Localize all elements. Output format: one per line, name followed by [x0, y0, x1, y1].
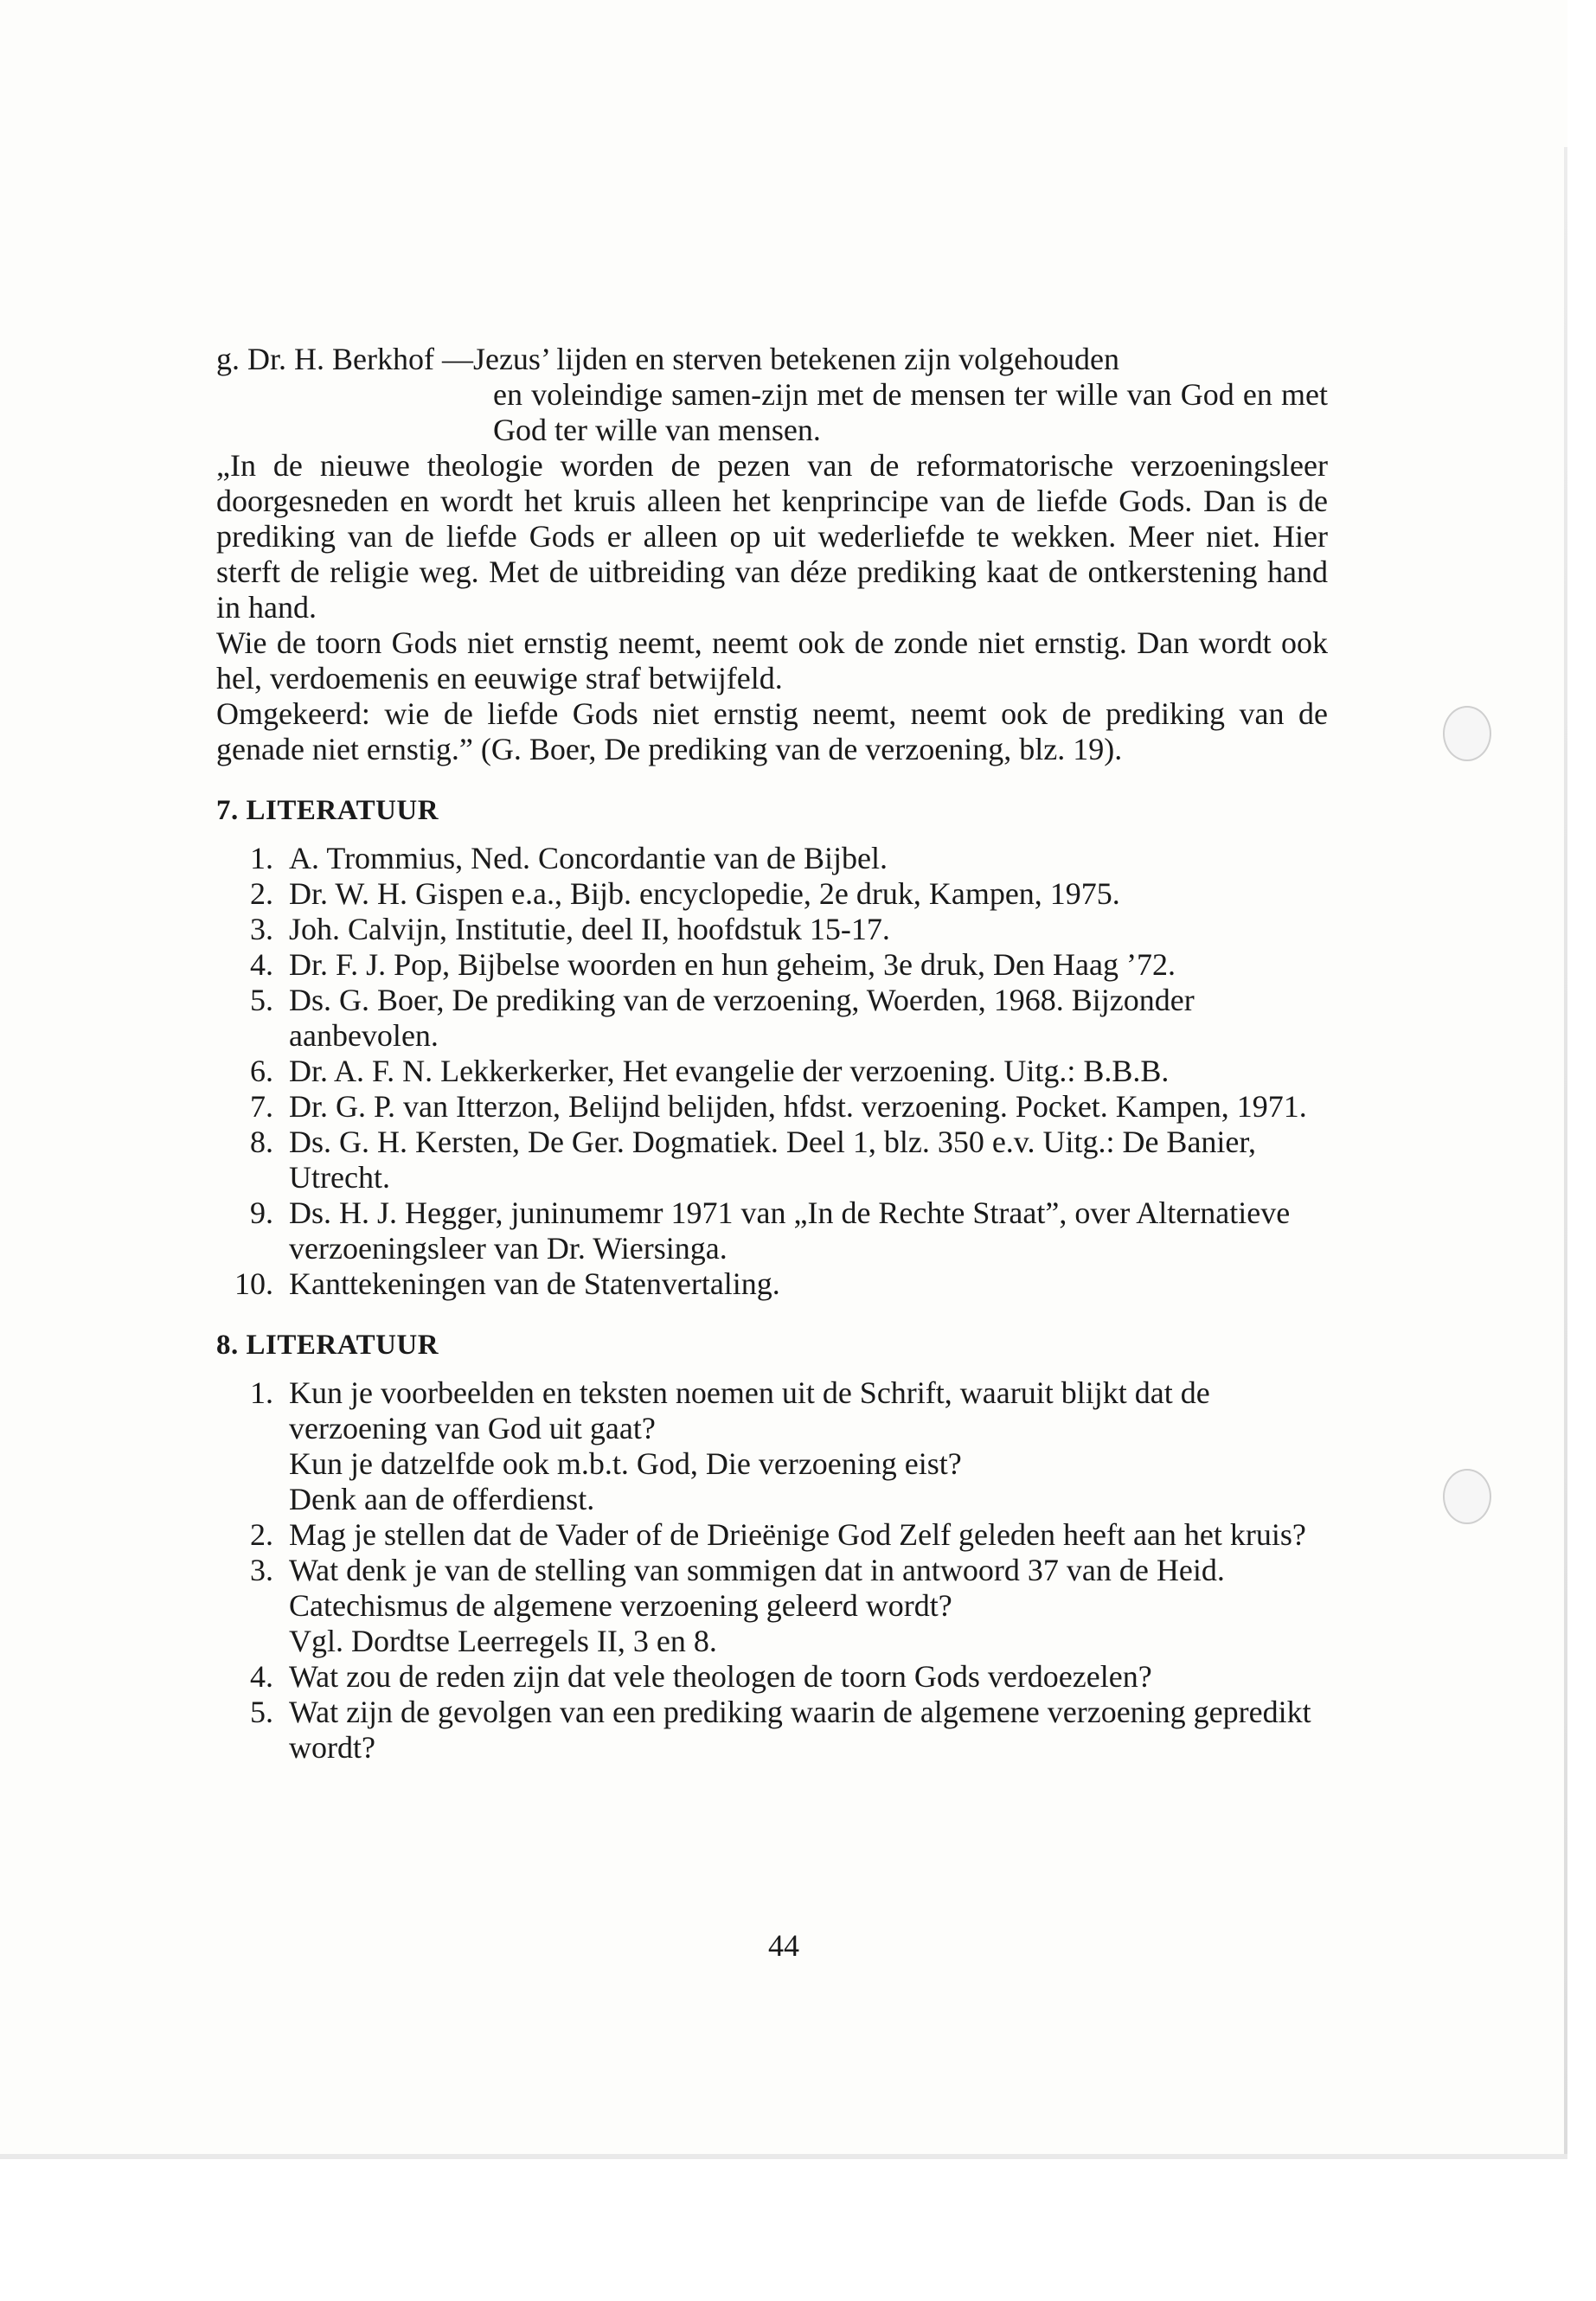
question-number: 5. — [250, 1695, 273, 1729]
section-g-quote-3: Omgekeerd: wie de liefde Gods niet ernstig neemt, neemt ook de prediking van de genade niet ernstig.” (G. Boer, De prediking van de verzoening, blz. 19). — [216, 696, 1328, 766]
list-item — [216, 1089, 1328, 1125]
list-item-number: 6. — [250, 1054, 273, 1088]
question-number: 1. — [250, 1375, 273, 1410]
list-item-text: Joh. Calvijn, Institutie, deel II, hoofdstuk 15-17. — [289, 912, 890, 946]
section-g-indented: en voleindige samen-zijn met de mensen ter wille van God en met God ter wille van mensen. — [493, 377, 1328, 447]
page-number: 44 — [768, 1928, 799, 1963]
list-item-text: Dr. W. H. Gispen e.a., Bijb. encyclopedie, 2e druk, Kampen, 1975. — [289, 876, 1120, 911]
section-g-quote-2: Wie de toorn Gods niet ernstig neemt, neemt ook de zonde niet ernstig. Dan wordt ook hel, verdoemenis en eeuwige straf betwijfeld. — [216, 625, 1328, 695]
section-8-title: 8. LITERATUUR — [216, 1330, 439, 1361]
question-number: 2. — [250, 1517, 273, 1552]
question-item — [216, 1517, 1328, 1553]
list-item-number: 1. — [250, 841, 273, 875]
question-line: Wat zou de reden zijn dat vele theologen de toorn Gods verdoezelen? — [289, 1659, 1152, 1694]
section-g-quote-1: „In de nieuwe theologie worden de pezen van de reformatorische verzoeningsleer doorgesneden en wordt het kruis alleen het kenprincipe van de liefde Gods. Dan is de prediking van de liefde Gods er alleen op uit wederliefde te wekken. Meer niet. Hier sterft de religie weg. Met de uitbreiding van déze prediking kaat de ontkerstening hand in hand. — [216, 448, 1328, 625]
list-item — [216, 1195, 1328, 1266]
punch-hole-bottom — [1443, 1469, 1491, 1524]
section-7-title: 7. LITERATUUR — [216, 795, 439, 826]
question-line: Denk aan de offerdienst. — [289, 1482, 595, 1516]
question-item — [216, 1553, 1328, 1659]
question-item — [216, 1375, 1328, 1517]
list-item-number: 4. — [250, 947, 273, 982]
question-line: Kun je datzelfde ook m.b.t. God, Die verzoening eist? — [289, 1446, 962, 1481]
list-item-text: Ds. G. H. Kersten, De Ger. Dogmatiek. Deel 1, blz. 350 e.v. Uitg.: De Banier, Utrecht. — [289, 1125, 1256, 1195]
question-number: 4. — [250, 1659, 273, 1694]
page-edge-bottom — [0, 2154, 1567, 2159]
question-line: Wat denk je van de stelling van sommigen dat in antwoord 37 van de Heid. Catechismus de algemene verzoening geleerd wordt? — [289, 1553, 1225, 1623]
list-item-text: Dr. F. J. Pop, Bijbelse woorden en hun geheim, 3e druk, Den Haag ’72. — [289, 947, 1176, 982]
list-item — [216, 947, 1328, 983]
list-item — [216, 1266, 1328, 1302]
page-edge-right — [1564, 147, 1567, 2159]
section-g-first-line: Jezus’ lijden en sterven betekenen zijn volgehouden — [472, 342, 1120, 376]
list-item — [216, 876, 1328, 912]
list-item-text: Ds. G. Boer, De prediking van de verzoening, Woerden, 1968. Bijzonder aanbevolen. — [289, 983, 1195, 1053]
question-line: Mag je stellen dat de Vader of de Drieënige God Zelf geleden heeft aan het kruis? — [289, 1517, 1306, 1552]
section-8-list — [216, 1375, 1328, 1766]
list-item-number: 3. — [250, 912, 273, 946]
section-g-lead: g. Dr. H. Berkhof — — [216, 342, 473, 376]
list-item — [216, 841, 1328, 876]
list-item — [216, 983, 1328, 1054]
question-line: Wat zijn de gevolgen van een prediking waarin de algemene verzoening gepredikt wordt? — [289, 1695, 1311, 1765]
section-g-heading — [216, 342, 1328, 377]
page-content — [216, 342, 1328, 1766]
question-line: Kun je voorbeelden en teksten noemen uit de Schrift, waaruit blijkt dat de verzoening van God uit gaat? — [289, 1375, 1210, 1445]
list-item-number: 5. — [250, 983, 273, 1017]
list-item-text: Dr. G. P. van Itterzon, Belijnd belijden, hfdst. verzoening. Pocket. Kampen, 1971. — [289, 1089, 1307, 1124]
list-item — [216, 1125, 1328, 1195]
list-item-text: Kanttekeningen van de Statenvertaling. — [289, 1266, 780, 1301]
list-item-number: 10. — [234, 1266, 273, 1301]
section-7-list — [216, 841, 1328, 1302]
list-item — [216, 1054, 1328, 1089]
list-item-text: Ds. H. J. Hegger, juninumemr 1971 van „In de Rechte Straat”, over Alternatieve verzoeningsleer van Dr. Wiersinga. — [289, 1195, 1291, 1266]
question-item — [216, 1695, 1328, 1766]
list-item-number: 2. — [250, 876, 273, 911]
list-item-number: 8. — [250, 1125, 273, 1159]
question-item — [216, 1659, 1328, 1695]
question-number: 3. — [250, 1553, 273, 1587]
list-item-text: Dr. A. F. N. Lekkerkerker, Het evangelie der verzoening. Uitg.: B.B.B. — [289, 1054, 1170, 1088]
list-item-number: 7. — [250, 1089, 273, 1124]
question-line: Vgl. Dordtse Leerregels II, 3 en 8. — [289, 1624, 717, 1658]
punch-hole-top — [1443, 706, 1491, 761]
list-item — [216, 912, 1328, 947]
list-item-number: 9. — [250, 1195, 273, 1230]
list-item-text: A. Trommius, Ned. Concordantie van de Bijbel. — [289, 841, 888, 875]
